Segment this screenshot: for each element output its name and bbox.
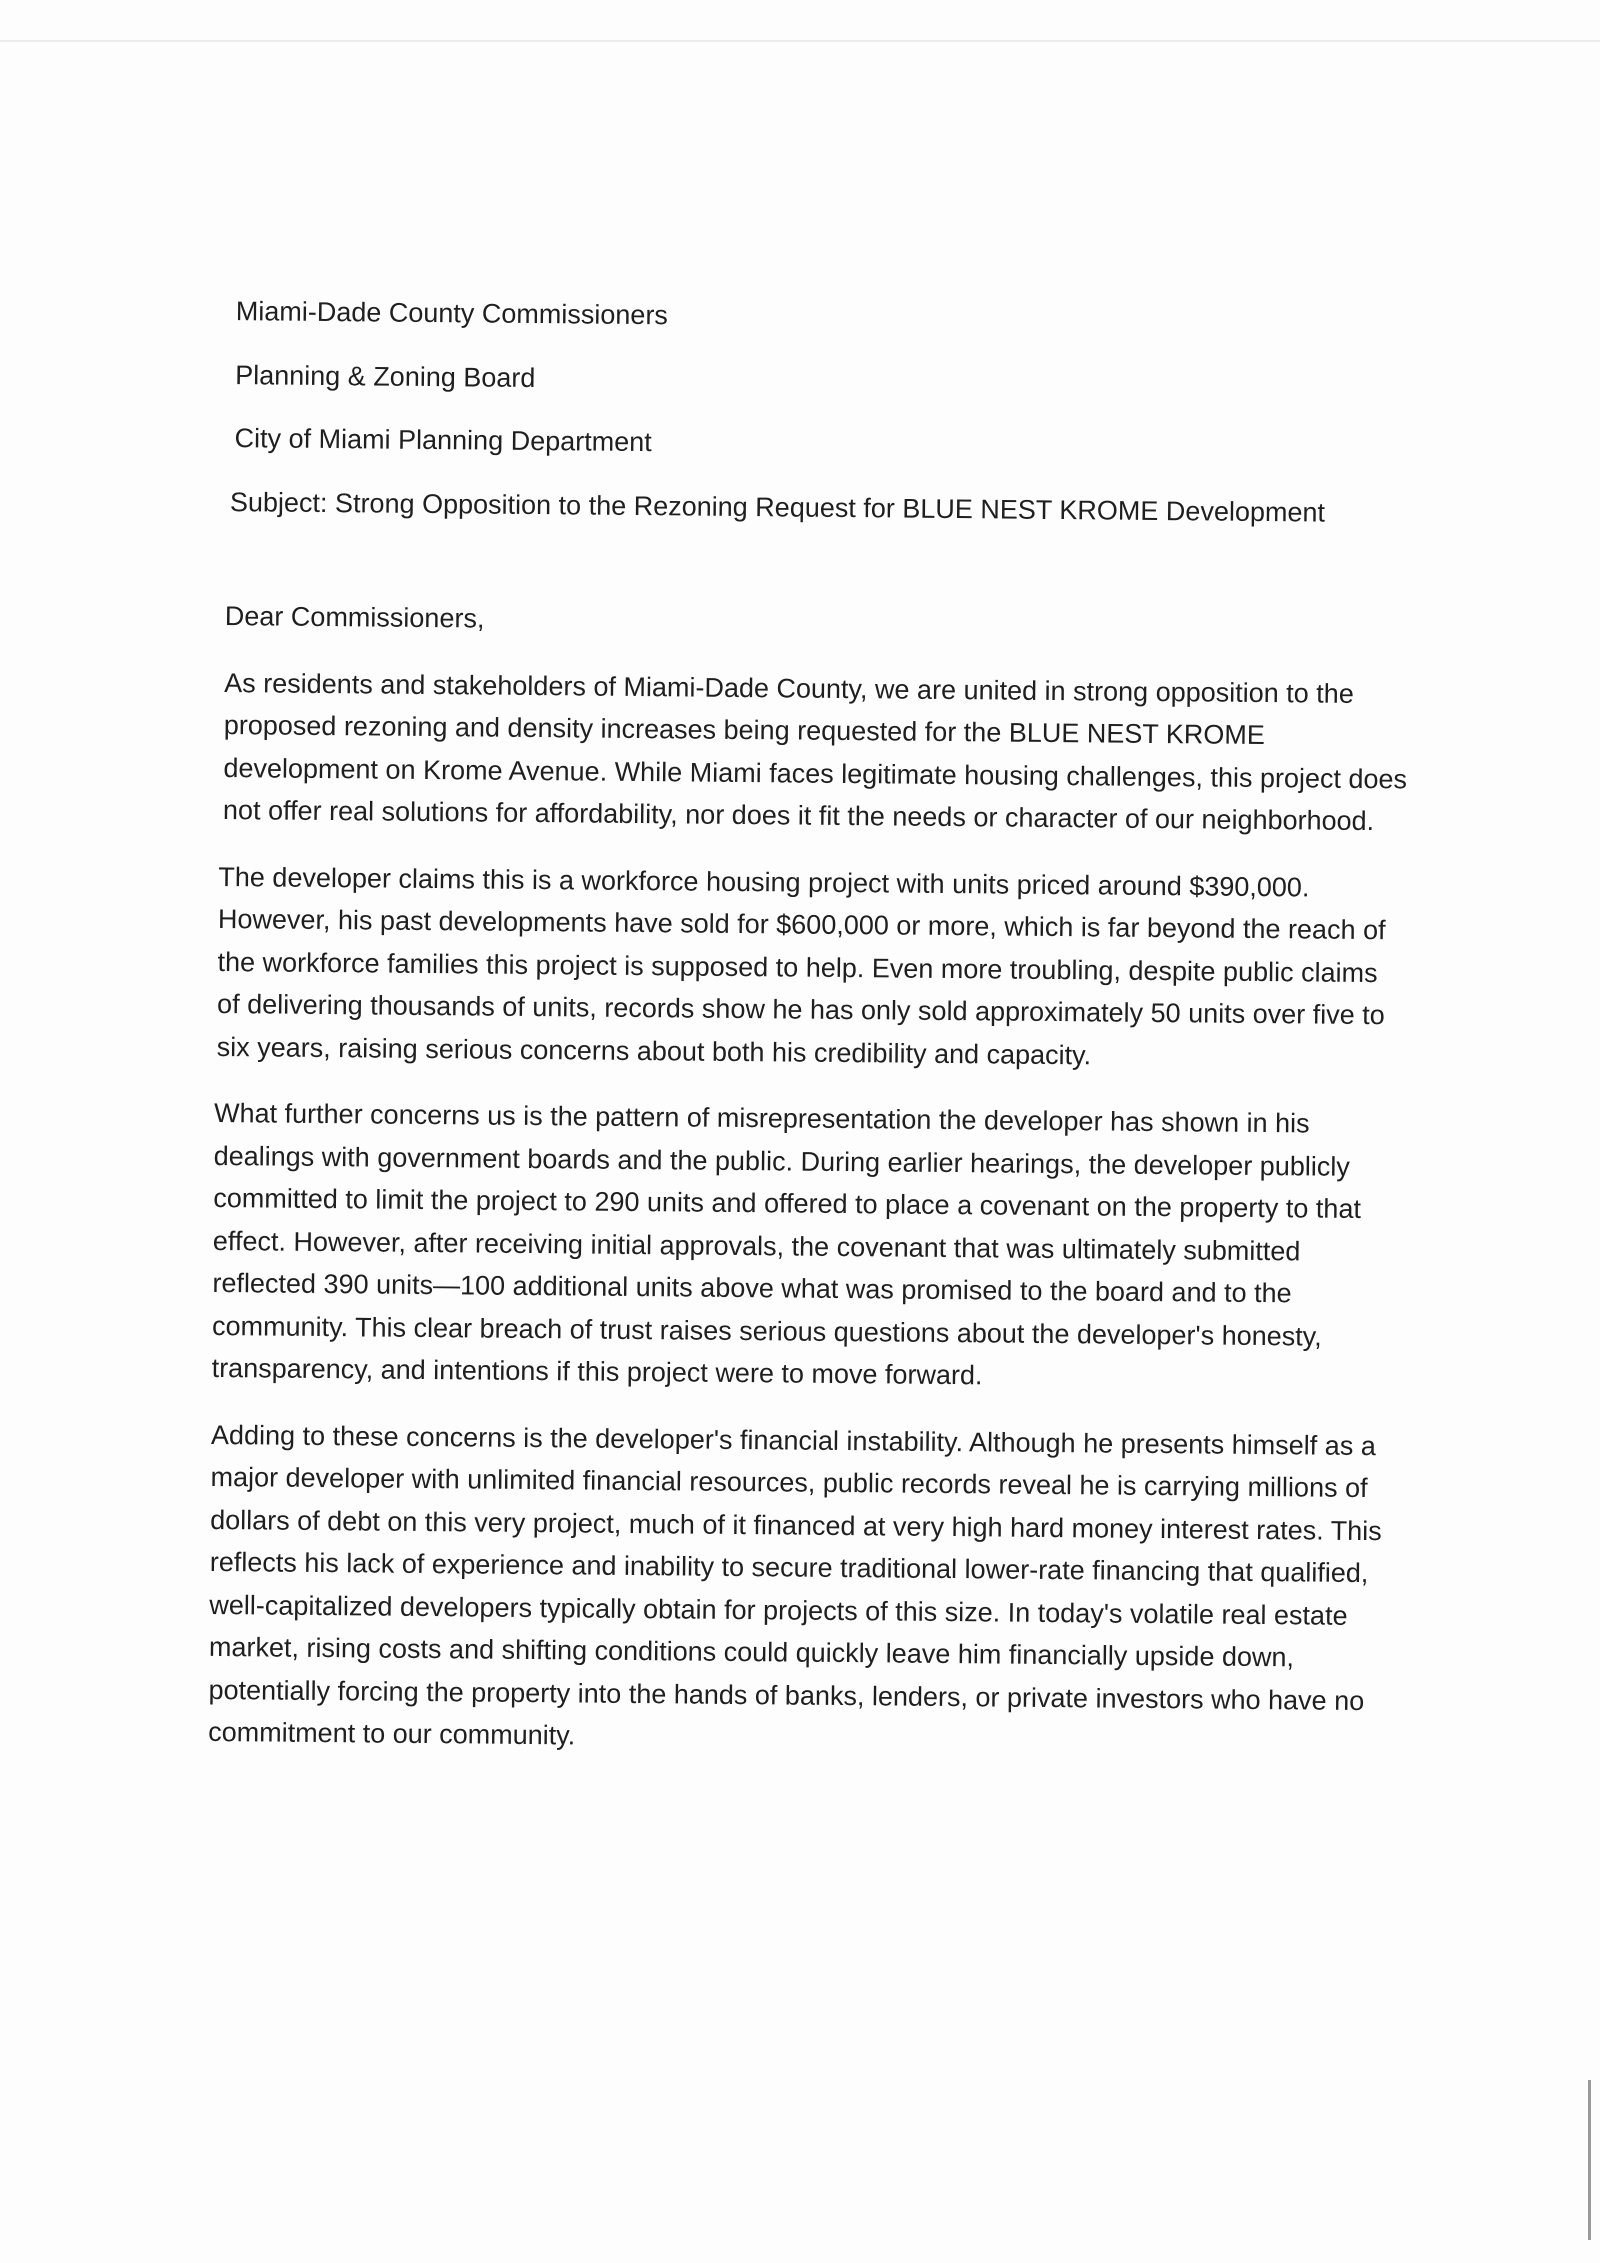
paragraph-2: The developer claims this is a workforce housing project with units priced around $390,000. However, his past developments have sold for $600,000 or more, which is far beyond the reach of the workforce families this project is supposed to help. Even more troubling, despite public claims of delivering thousands of units, records show he has only sold approximately 50 units over five to six years, raising serious concerns about both his credibility and capacity.: [216, 861, 1386, 1070]
subject-line: Subject: Strong Opposition to the Rezoning Request for BLUE NEST KROME Development: [229, 486, 1326, 528]
scan-edge-top: [0, 40, 1600, 42]
addressee-line-1: Miami-Dade County Commissioners: [235, 296, 669, 331]
paragraph-1: As residents and stakeholders of Miami-Dade County, we are united in strong opposition to the proposed rezoning and density increases being requested for the BLUE NEST KROME development on Krome Avenue. While Miami faces legitimate housing challenges, this project does not offer real solutions for affordability, nor does it fit the needs or character of our neighborhood.: [222, 667, 1408, 837]
addressee-line-3: City of Miami Planning Department: [234, 423, 652, 458]
scan-edge-right: [1588, 2080, 1591, 2240]
addressee-line-2: Planning & Zoning Board: [235, 359, 536, 393]
paragraph-3: What further concerns us is the pattern of misrepresentation the developer has shown in his dealings with government boards and the public. During earlier hearings, the developer publicly committed to limit the project to 290 units and offered to place a covenant on the property to that effect. However, after receiving initial approvals, the covenant that was ultimately submitted reflected 390 units—100 additional units above what was promised to the board and to the community. This clear breach of trust raises serious questions about the developer's honesty, transparency, and intentions if this project were to move forward.: [211, 1097, 1362, 1391]
paragraph-4: Adding to these concerns is the developer's financial instability. Although he presents himself as a major developer with unlimited financial resources, public records reveal he is carrying millions of dollars of debt on this very project, much of it financed at very high hard money interest rates. This reflects his lack of experience and inability to secure traditional lower-rate financing that qualified, well-capitalized developers typically obtain for projects of this size. In today's volatile real estate market, rising costs and shifting conditions could quickly leave him financially upside down, potentially forcing the property into the hands of banks, lenders, or private investors who have no commitment to our community.: [208, 1419, 1382, 1751]
letter-body: [208, 290, 1412, 1789]
salutation: Dear Commissioners,: [224, 601, 485, 634]
